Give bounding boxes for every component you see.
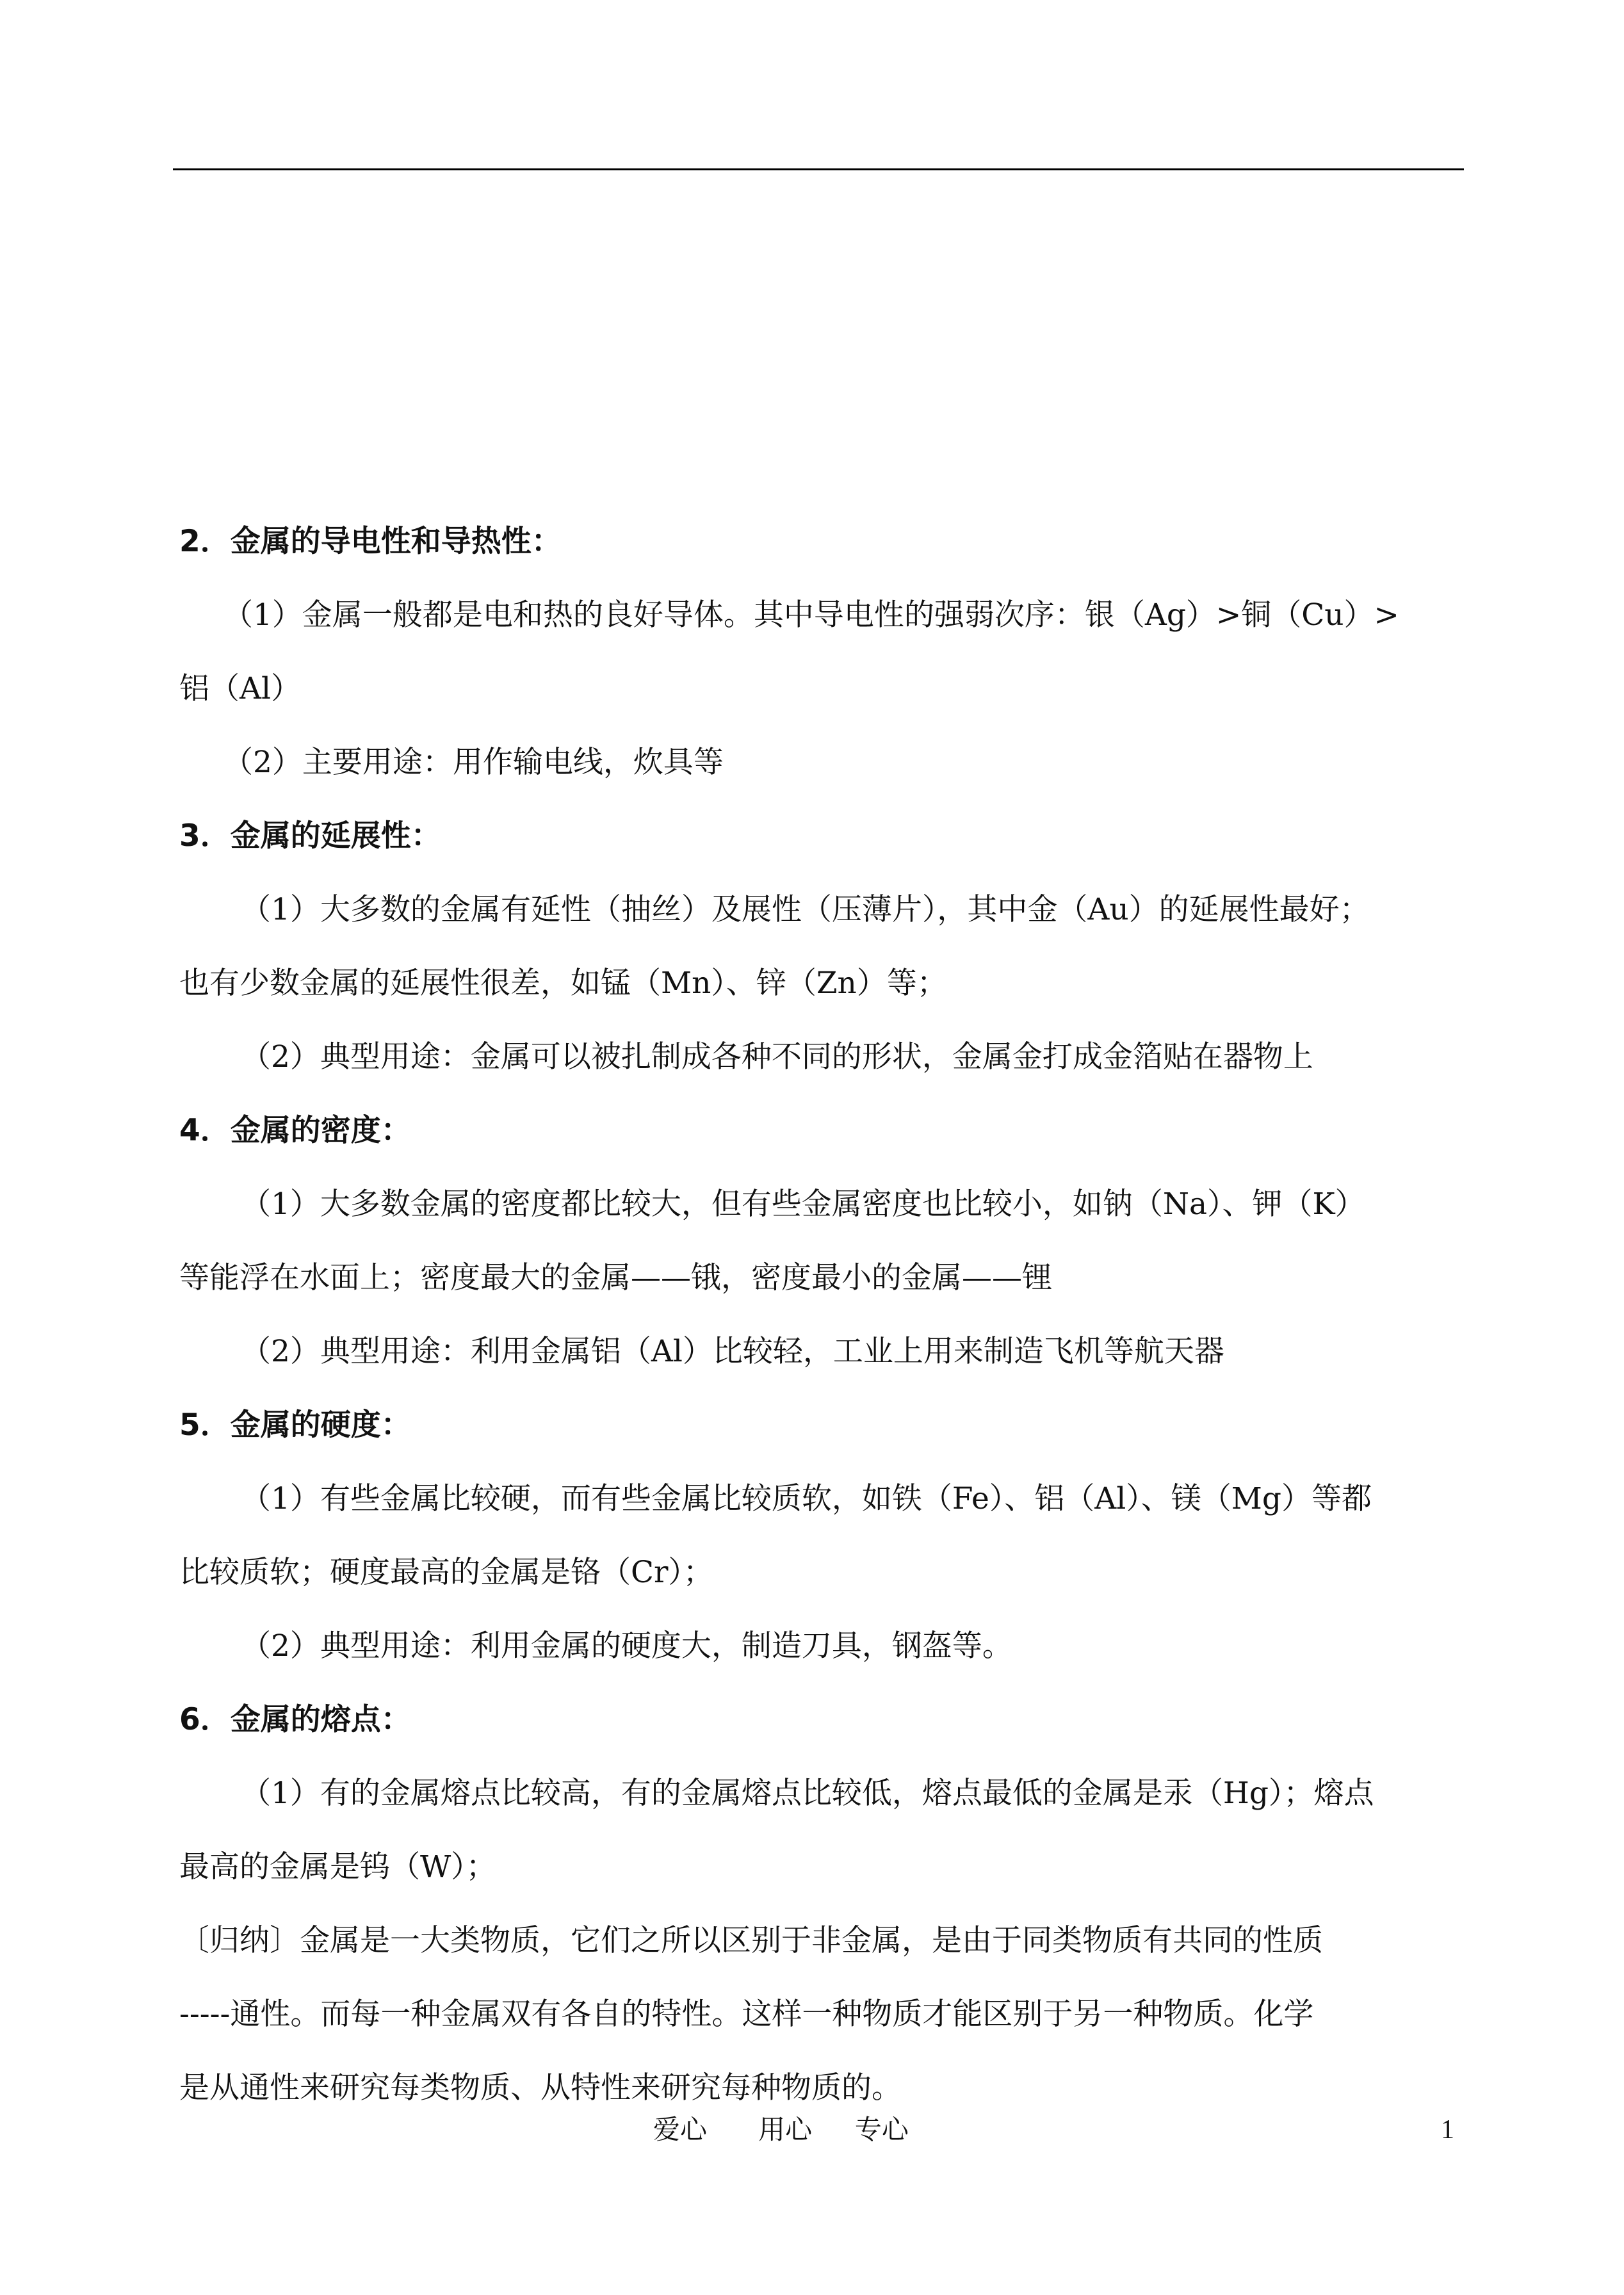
section-3-heading: 3．金属的延展性：: [179, 818, 441, 854]
summary-line-2: -----通性。而每一种金属双有各自的特性。这样一种物质才能区别于另一种物质。化学: [179, 1997, 1314, 2032]
page-number: 1: [1441, 2115, 1454, 2145]
section-6-paragraph-1: （1）有的金属熔点比较高，有的金属熔点比较低，熔点最低的金属是汞（Hg）；熔点: [241, 1776, 1374, 1811]
section-4-paragraph-1-cont: 等能浮在水面上；密度最大的金属——锇，密度最小的金属——锂: [179, 1260, 1052, 1295]
section-4-paragraph-1: （1）大多数金属的密度都比较大，但有些金属密度也比较小，如钠（Na）、钾（K）: [241, 1187, 1365, 1222]
section-2-paragraph-2: （2）主要用途：用作输电线，炊具等: [223, 745, 724, 780]
section-5-paragraph-1: （1）有些金属比较硬，而有些金属比较质软，如铁（Fe）、铝（Al）、镁（Mg）等都: [241, 1481, 1372, 1516]
section-6-paragraph-1-cont: 最高的金属是钨（W）；: [179, 1849, 496, 1885]
section-4-paragraph-2: （2）典型用途：利用金属铝（Al）比较轻，工业上用来制造飞机等航天器: [241, 1334, 1224, 1369]
section-4-heading: 4．金属的密度：: [179, 1113, 411, 1148]
section-2-paragraph-1: （1）金属一般都是电和热的良好导体。其中导电性的强弱次序：银（Ag）>铜（Cu）>: [223, 597, 1399, 633]
section-5-heading: 5．金属的硬度：: [179, 1407, 411, 1443]
section-5-paragraph-2: （2）典型用途：利用金属的硬度大，制造刀具，钢盔等。: [241, 1628, 1012, 1664]
section-2-heading: 2．金属的导电性和导热性：: [179, 524, 562, 559]
summary-line-1: 〔归纳〕金属是一大类物质，它们之所以区别于非金属，是由于同类物质有共同的性质: [179, 1923, 1323, 1958]
section-3-paragraph-1: （1）大多数的金属有延性（抽丝）及展性（压薄片），其中金（Au）的延展性最好；: [241, 892, 1370, 927]
document-body: [179, 505, 1460, 2125]
section-3-paragraph-2: （2）典型用途：金属可以被扎制成各种不同的形状，金属金打成金箔贴在器物上: [241, 1039, 1313, 1075]
summary-line-3: 是从通性来研究每类物质、从特性来研究每种物质的。: [179, 2070, 902, 2105]
header-rule: [173, 168, 1464, 170]
section-2-paragraph-1-cont: 铝（Al）: [179, 671, 301, 706]
section-6-heading: 6．金属的熔点：: [179, 1702, 411, 1737]
page-footer: [0, 2111, 1624, 2149]
section-3-paragraph-1-cont: 也有少数金属的延展性很差，如锰（Mn）、锌（Zn）等；: [179, 966, 947, 1001]
section-5-paragraph-1-cont: 比较质软；硬度最高的金属是铬（Cr）；: [179, 1555, 713, 1590]
footer-motto: 爱心 用心 专心: [653, 2114, 909, 2145]
